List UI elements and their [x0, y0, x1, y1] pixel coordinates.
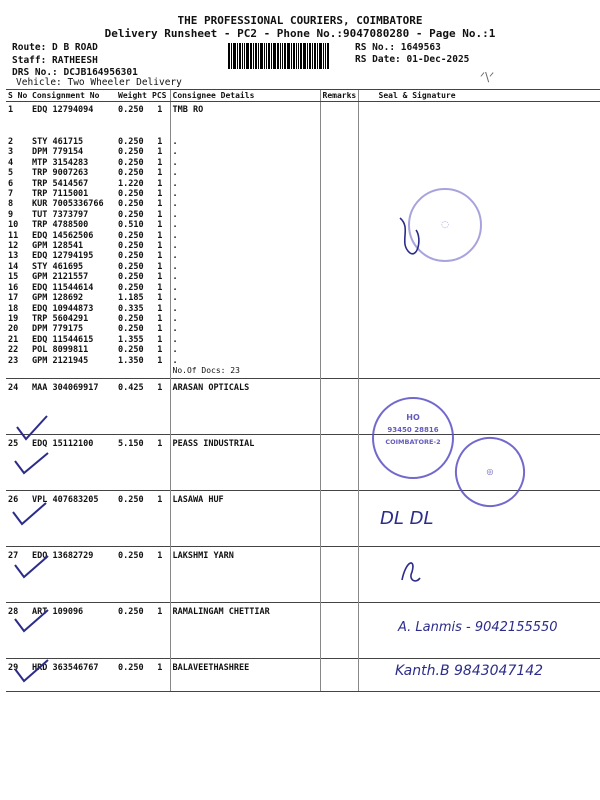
row-remarks: [320, 231, 358, 241]
row-sno: [6, 366, 30, 379]
row-consignment: TRP 4788500: [32, 220, 89, 231]
faded-stamp: ◌: [408, 188, 482, 262]
row-seal: [358, 168, 600, 178]
row-consignment: HRD 363546767: [30, 658, 116, 691]
table-row: [6, 147, 600, 157]
row-seal: [358, 179, 600, 189]
row-sno: 15: [8, 272, 19, 283]
row-consignment: ART 109096: [30, 602, 116, 658]
table-row: [6, 283, 600, 293]
drs-number: DRS No.: DCJB164956301: [12, 67, 138, 78]
row-remarks: [320, 189, 358, 199]
row-pcs: 1: [150, 378, 170, 434]
docs-count-label: No.Of Docs: 23: [170, 366, 320, 379]
row-remarks: [320, 546, 358, 602]
row-remarks: [320, 262, 358, 272]
row-sno: 13: [8, 251, 19, 262]
row-pcs: 1: [157, 199, 163, 210]
row-weight: 0.250: [118, 137, 144, 147]
row-consignee: .: [170, 158, 320, 168]
table-row: [6, 262, 600, 272]
row-pcs: 1: [157, 241, 163, 252]
row-weight: 1.355: [118, 334, 144, 345]
row-consignment: MTP 3154283: [32, 157, 89, 168]
row-consignee: TMB RO: [170, 102, 320, 116]
row-consignment: GPM 2121945: [32, 355, 89, 366]
row-weight: 0.425: [116, 378, 150, 434]
row-pcs: 1: [150, 658, 170, 691]
stamp-phone-text: 93450 28816: [387, 426, 439, 434]
row-consignment: EDQ 13682729: [30, 546, 116, 602]
row-consignee: .: [170, 272, 320, 282]
stamp-ho-text: HO: [406, 413, 420, 422]
row-remarks: [320, 490, 358, 546]
row-sno: 2: [8, 137, 14, 147]
row-seal: [358, 262, 600, 272]
row-pcs: 1: [150, 602, 170, 658]
row-consignment: GPM 128692: [32, 293, 84, 304]
row-remarks: [320, 335, 358, 345]
row-pcs: 1: [157, 313, 163, 324]
row-remarks: [320, 199, 358, 209]
row-pcs: 1: [157, 261, 163, 272]
row-remarks: [320, 168, 358, 178]
row-weight: 0.250: [118, 345, 144, 356]
row-consignment: EDQ 10944873: [32, 303, 94, 314]
row-pcs: 1: [157, 293, 163, 304]
row-consignee: .: [170, 168, 320, 178]
row-weight: 0.250: [118, 324, 144, 335]
row-sno: 24: [6, 378, 30, 434]
row-seal: [358, 314, 600, 324]
table-row: [6, 189, 600, 199]
row-consignee: .: [170, 147, 320, 157]
row-weight: 0.250: [118, 313, 144, 324]
table-row: [6, 314, 600, 324]
row-remarks: [320, 158, 358, 168]
company-stamp-ho: [372, 397, 454, 479]
table-row: [6, 179, 600, 189]
row-weight: 0.250: [118, 147, 144, 158]
staff-label: Staff: RATHEESH: [12, 55, 98, 66]
row-sno: 11: [8, 230, 19, 241]
table-spacer: [6, 115, 600, 137]
row-consignment: GPM 128541: [32, 241, 84, 252]
row-seal: [358, 102, 600, 116]
row-remarks: [320, 251, 358, 261]
row-remarks: [320, 210, 358, 220]
row-consignee: LASAWA HUF: [170, 490, 320, 546]
docs-count-row: [6, 366, 600, 379]
row-consignment: DPM 779175: [32, 324, 84, 335]
row-weight: 1.185: [118, 293, 144, 304]
row-remarks: [320, 272, 358, 282]
row-pcs: [150, 366, 170, 379]
table-row: [6, 199, 600, 209]
row-consignee: .: [170, 324, 320, 334]
row-pcs: 1: [157, 157, 163, 168]
row-seal: [358, 283, 600, 293]
check-mark-24: [14, 413, 50, 443]
row-remarks: [320, 314, 358, 324]
check-mark-25: [12, 451, 52, 476]
row-pcs: 1: [157, 324, 163, 335]
row-consignment: EDQ 12794195: [32, 251, 94, 262]
handwritten-sig-29: Kanth.B 9843047142: [395, 663, 544, 679]
row-seal: [358, 356, 600, 366]
row-pcs: 1: [157, 105, 163, 115]
row-consignment: EDQ 15112100: [30, 434, 116, 490]
row-weight: 1.220: [118, 178, 144, 189]
row-weight: 0.250: [116, 658, 150, 691]
rs-number: RS No.: 1649563: [355, 42, 441, 53]
row-weight: 0.510: [118, 220, 144, 231]
table-row: [6, 251, 600, 261]
row-remarks: [320, 102, 358, 116]
row-weight: 0.250: [118, 272, 144, 283]
row-pcs: 1: [157, 178, 163, 189]
table-row: [6, 335, 600, 345]
row-pcs: 1: [157, 147, 163, 158]
row-remarks: [320, 283, 358, 293]
row-pcs: 1: [157, 209, 163, 220]
row-weight: 1.350: [118, 355, 144, 366]
row-pcs: 1: [157, 220, 163, 231]
row-weight: 0.250: [118, 199, 144, 210]
stamp-city-text: COIMBATORE-2: [385, 438, 441, 446]
check-mark-28: [12, 607, 52, 635]
handwritten-sig-28: A. Lanmis - 9042155550: [398, 620, 558, 635]
row-seal: [358, 147, 600, 157]
row-sno: 8: [8, 199, 14, 210]
row-consignee: .: [170, 356, 320, 366]
row-sno: 22: [8, 345, 19, 356]
row-sno: 12: [8, 241, 19, 252]
row-consignee: .: [170, 189, 320, 199]
row-pcs: 1: [150, 546, 170, 602]
row-sno: 18: [8, 303, 19, 314]
row-pcs: 1: [157, 355, 163, 366]
rs-date: RS Date: 01-Dec-2025: [355, 54, 470, 65]
row-sno: 16: [8, 282, 19, 293]
row-consignee: .: [170, 137, 320, 147]
row-consignment: TRP 7115001: [32, 189, 89, 200]
table-row: [6, 220, 600, 230]
row-consignment: KUR 7005336766: [32, 199, 104, 210]
row-consignee: .: [170, 345, 320, 355]
check-mark-29: [12, 657, 52, 685]
row-consignment: VPL 407683205: [30, 490, 116, 546]
row-consignee: BALAVEETHASHREE: [170, 658, 320, 691]
table-row: [6, 210, 600, 220]
row-sno: 17: [8, 293, 19, 304]
table-header-row: [6, 90, 600, 102]
row-consignee: .: [170, 283, 320, 293]
runsheet-table: [6, 89, 600, 692]
company-title: THE PROFESSIONAL COURIERS, COIMBATORE: [177, 14, 423, 27]
col-consignee-header: Consignee Details: [170, 90, 320, 102]
row-consignee: .: [170, 179, 320, 189]
row-pcs: 1: [157, 334, 163, 345]
row-seal: [358, 293, 600, 303]
table-row: [6, 293, 600, 303]
row-consignee: PEASS INDUSTRIAL: [170, 434, 320, 490]
row-seal: [358, 272, 600, 282]
col-consignment-header: Consignment No: [30, 90, 116, 102]
row-weight: 0.250: [118, 282, 144, 293]
row-weight: 0.250: [118, 230, 144, 241]
row-sno: 10: [8, 220, 19, 231]
row-remarks: [320, 345, 358, 355]
row-seal: [358, 189, 600, 199]
row-seal: [358, 335, 600, 345]
row-consignment: EDQ 12794094: [32, 105, 94, 115]
barcode: [228, 43, 352, 69]
runsheet-subtitle: Delivery Runsheet - PC2 - Phone No.:9047080280 - Page No.:1: [104, 27, 496, 40]
table-row: [6, 241, 600, 251]
row-sno: 14: [8, 261, 19, 272]
round-stamp-2: ◎: [445, 427, 535, 517]
row-pcs: 1: [157, 168, 163, 179]
row-sno: 28: [6, 602, 30, 658]
route-label: Route: D B ROAD: [12, 42, 98, 53]
row-sno: 1: [8, 105, 14, 115]
row-pcs: 1: [157, 137, 163, 147]
row-pcs: 1: [157, 230, 163, 241]
row-consignment: TRP 9007263: [32, 168, 89, 179]
row-consignee: .: [170, 335, 320, 345]
row-remarks: [320, 293, 358, 303]
vehicle-label: Vehicle: Two Wheeler Delivery: [16, 77, 182, 88]
row-sno: 27: [6, 546, 30, 602]
table-row: [6, 168, 600, 178]
check-mark-27: [12, 553, 52, 581]
row-remarks: [320, 137, 358, 147]
row-sno: 4: [8, 157, 14, 168]
row-remarks: [320, 147, 358, 157]
row-remarks: [320, 220, 358, 230]
row-seal: [358, 324, 600, 334]
row-seal: [358, 304, 600, 314]
row-pcs: 1: [150, 490, 170, 546]
table-row: [6, 272, 600, 282]
row-weight: 0.250: [118, 157, 144, 168]
row-weight: 0.250: [116, 546, 150, 602]
row-consignee: .: [170, 199, 320, 209]
row-remarks: [320, 356, 358, 366]
table-row: [6, 137, 600, 147]
row-consignment: TRP 5414567: [32, 178, 89, 189]
col-remarks-header: Remarks: [320, 90, 358, 102]
col-weight-header: Weight: [116, 90, 150, 102]
row-consignment: EDQ 11544614: [32, 282, 94, 293]
row-sno: 23: [8, 355, 19, 366]
row-consignee: .: [170, 314, 320, 324]
row-sno: 29: [6, 658, 30, 691]
row-sno: 20: [8, 324, 19, 335]
row-remarks: [320, 179, 358, 189]
row-consignee: .: [170, 304, 320, 314]
row-weight: 0.250: [116, 602, 150, 658]
row-remarks: [320, 434, 358, 490]
row-consignee: .: [170, 262, 320, 272]
row-consignment: POL 8099811: [32, 345, 89, 356]
table-row: [6, 378, 600, 434]
signature-mark-27: [394, 550, 424, 590]
row-seal: [358, 158, 600, 168]
col-seal-header: Seal & Signature: [358, 90, 600, 102]
table-row: [6, 345, 600, 355]
row-weight: 5.150: [116, 434, 150, 490]
row-weight: [116, 366, 150, 379]
row-weight: 0.250: [118, 168, 144, 179]
table-row: [6, 324, 600, 334]
table-row: [6, 304, 600, 314]
row-sno: 7: [8, 189, 14, 200]
row-consignment: EDQ 11544615: [32, 334, 94, 345]
row-seal: [358, 137, 600, 147]
col-pcs-header: PCS: [150, 90, 170, 102]
row-remarks: [320, 324, 358, 334]
row-remarks: [320, 366, 358, 379]
row-seal: [358, 345, 600, 355]
row-consignee: .: [170, 231, 320, 241]
row-weight: 0.250: [118, 251, 144, 262]
row-consignee: .: [170, 241, 320, 251]
row-remarks: [320, 241, 358, 251]
row-consignment: EDQ 14562506: [32, 230, 94, 241]
row-pcs: 1: [157, 272, 163, 283]
row-remarks: [320, 304, 358, 314]
row-consignment: GPM 2121557: [32, 272, 89, 283]
row-consignee: .: [170, 210, 320, 220]
table-row: [6, 356, 600, 366]
row-sno: 6: [8, 178, 14, 189]
row-remarks: [320, 602, 358, 658]
row-pcs: 1: [157, 189, 163, 200]
row-weight: 0.250: [118, 241, 144, 252]
check-mark-26: [10, 500, 50, 528]
row-sno: 9: [8, 209, 14, 220]
row-sno: 5: [8, 168, 14, 179]
row-weight: 0.250: [118, 261, 144, 272]
row-consignment: TRP 5604291: [32, 313, 89, 324]
signature-mark-1: [392, 208, 432, 263]
row-consignee: .: [170, 251, 320, 261]
row-pcs: 1: [157, 345, 163, 356]
row-remarks: [320, 378, 358, 434]
row-weight: 0.250: [118, 105, 144, 115]
handwritten-sig-26: DL DL: [380, 508, 434, 529]
row-weight: 0.250: [116, 490, 150, 546]
row-remarks: [320, 658, 358, 691]
col-sno-header: S No: [6, 90, 30, 102]
row-consignee: .: [170, 293, 320, 303]
row-consignee: RAMALINGAM CHETTIAR: [170, 602, 320, 658]
row-weight: 0.335: [118, 303, 144, 314]
row-consignment: STY 461715: [32, 137, 84, 147]
row-pcs: 1: [150, 434, 170, 490]
row-pcs: 1: [157, 303, 163, 314]
row-sno: 19: [8, 313, 19, 324]
pen-tick-mark: ᐟ\ᐟ: [480, 70, 495, 84]
row-consignment: DPM 779154: [32, 147, 84, 158]
row-consignment: STY 461695: [32, 261, 84, 272]
table-row: [6, 102, 600, 116]
row-weight: 0.250: [118, 209, 144, 220]
row-consignee: ARASAN OPTICALS: [170, 378, 320, 434]
row-consignee: .: [170, 220, 320, 230]
row-pcs: 1: [157, 251, 163, 262]
row-pcs: 1: [157, 282, 163, 293]
row-sno: 21: [8, 334, 19, 345]
row-sno: 25: [6, 434, 30, 490]
table-row: [6, 231, 600, 241]
row-sno: 3: [8, 147, 14, 158]
row-sno: 26: [6, 490, 30, 546]
row-consignment: [30, 366, 116, 379]
table-row: [6, 546, 600, 602]
row-seal: [358, 366, 600, 379]
row-consignment: TUT 7373797: [32, 209, 89, 220]
row-weight: 0.250: [118, 189, 144, 200]
table-row: [6, 158, 600, 168]
row-consignment: MAA 304069917: [30, 378, 116, 434]
row-consignee: LAKSHMI YARN: [170, 546, 320, 602]
